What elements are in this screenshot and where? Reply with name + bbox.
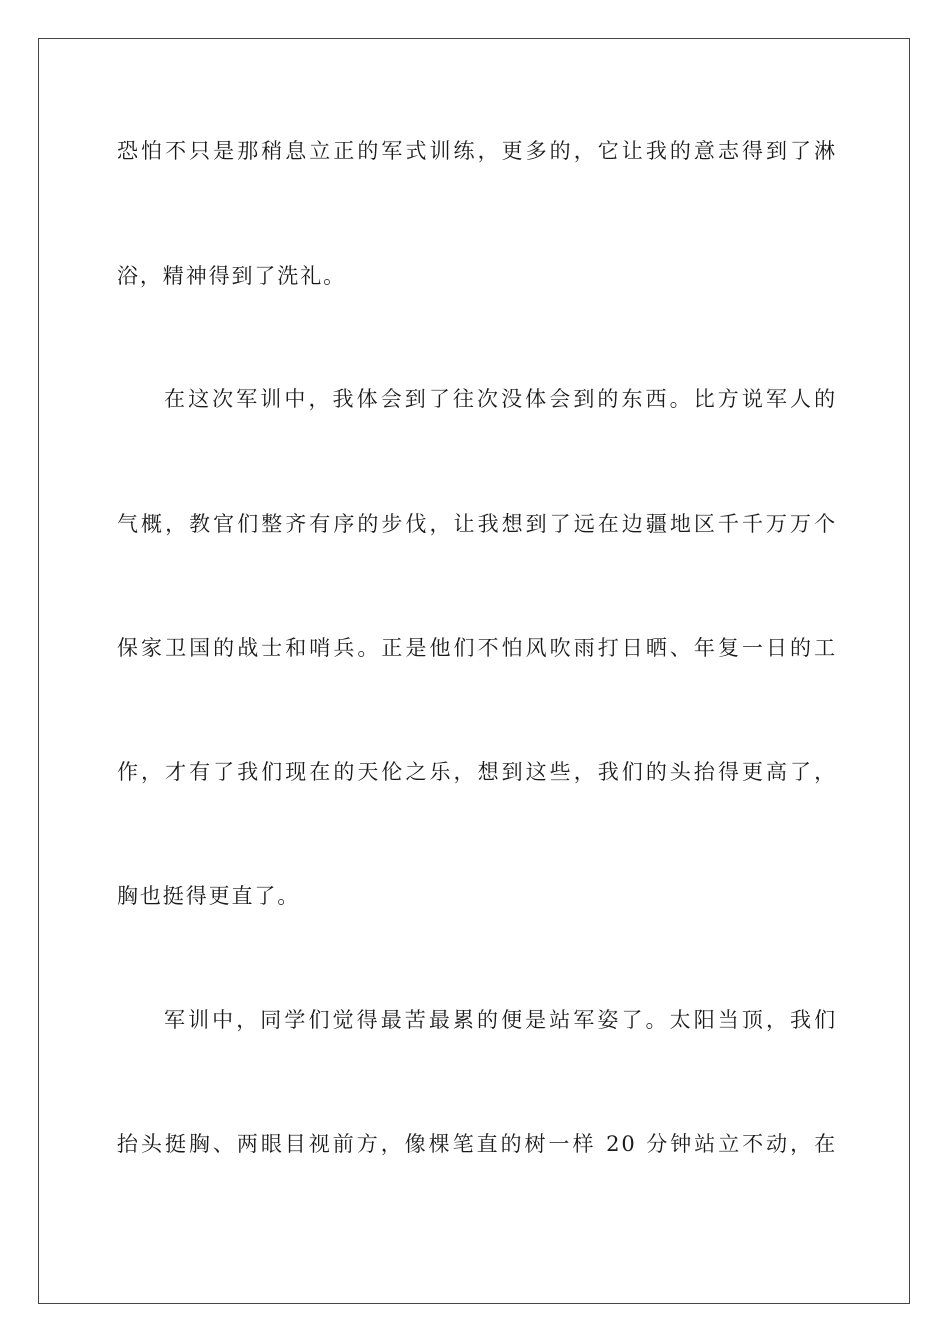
text-line: 作，才有了我们现在的天伦之乐，想到这些，我们的头抬得更高了， xyxy=(117,760,837,784)
paragraph-first-line: 在这次军训中，我体会到了往次没体会到的东西。比方说军人的 xyxy=(164,387,837,411)
text-line: 气概，教官们整齐有序的步伐，让我想到了远在边疆地区千千万万个 xyxy=(117,512,837,536)
text-line: 保家卫国的战士和哨兵。正是他们不怕风吹雨打日晒、年复一日的工 xyxy=(117,636,837,660)
text-line: 胸也挺得更直了。 xyxy=(117,884,301,908)
text-line: 抬头挺胸、两眼目视前方，像棵笔直的树一样 20 分钟站立不动，在 xyxy=(117,1132,837,1156)
text-line: 恐怕不只是那稍息立正的军式训练，更多的，它让我的意志得到了淋 xyxy=(117,139,837,163)
paragraph-first-line: 军训中，同学们觉得最苦最累的便是站军姿了。太阳当顶，我们 xyxy=(164,1008,837,1032)
page-border xyxy=(38,38,910,1304)
text-line: 浴，精神得到了洗礼。 xyxy=(117,264,346,288)
